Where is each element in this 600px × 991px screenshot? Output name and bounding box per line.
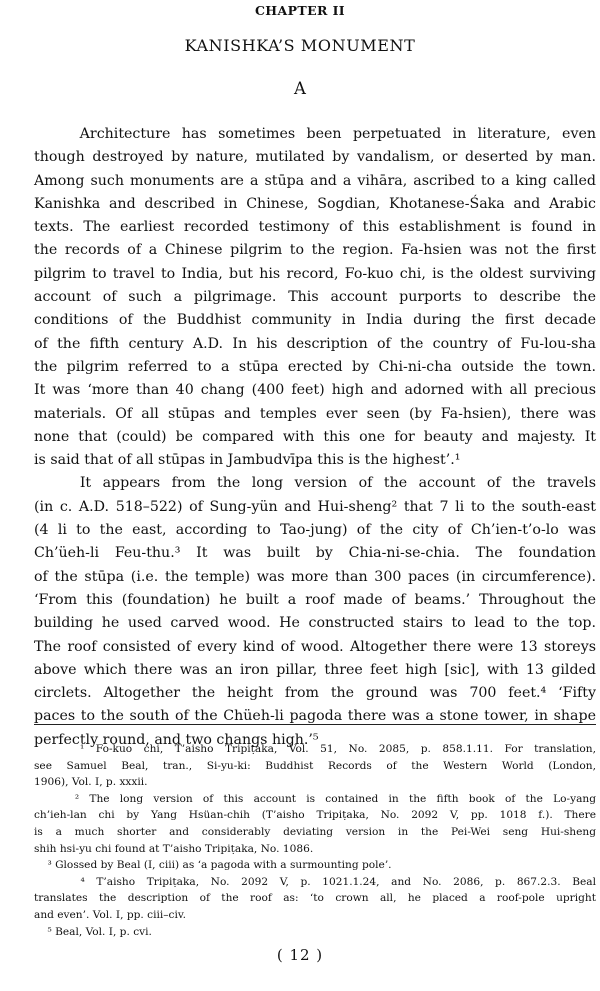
body-line: though destroyed by nature, mutilated by vandalism, or deserted by man. [34, 149, 596, 166]
footnote-line: and even’. Vol. I, pp. ciii–civ. [34, 908, 186, 921]
footnote-line: shih hsi-yu chi found at T’aisho Tripiṭaka, No. 1086. [34, 842, 314, 855]
page-number: ( 12 ) [276, 946, 324, 964]
body-text [34, 123, 596, 752]
footnote-line: ³ Glossed by Beal (I, ciii) as ‘a pagoda with a surmounting pole’. [34, 859, 392, 872]
footnote-line: ¹ Fo-kuo chi, T’aisho Tripiṭaka, Vol. 51, No. 2085, p. 858.1.11. For translation, [34, 743, 596, 755]
body-line: pilgrim to travel to India, but his record, Fo-kuo chi, is the oldest surviving [34, 265, 596, 282]
body-line: of the stūpa (i.e. the temple) was more than 300 paces (in circumference). [34, 568, 596, 585]
body-line: It appears from the long version of the account of the travels [34, 475, 596, 492]
body-line: building he used carved wood. He constructed stairs to lead to the top. [34, 615, 596, 632]
body-line: texts. The earliest recorded testimony of this establishment is found in [34, 219, 596, 236]
footnote-line: ⁴ T’aisho Tripiṭaka, No. 2092 V, p. 1021.1.24, and No. 2086, p. 867.2.3. Beal [34, 875, 596, 888]
footnote-line: ² The long version of this account is contained in the fifth book of the Lo-yang [34, 792, 596, 805]
body-line: perfectly round, and two changs high.’⁵ [34, 731, 319, 748]
body-line: above which there was an iron pillar, three feet high [sic], with 13 gilded [34, 661, 596, 678]
body-line: the pilgrim referred to a stūpa erected by Chi-ni-cha outside the town. [34, 358, 596, 375]
chapter-title: KANISHKA’S MONUMENT [184, 36, 416, 55]
body-line: Architecture has sometimes been perpetuated in literature, even [34, 126, 596, 142]
footnote-line: is a much shorter and considerably deviating version in the Pei-Wei seng Hui-sheng [34, 825, 596, 838]
body-line: paces to the south of the Chüeh-li pagoda there was a stone tower, in shape [34, 708, 596, 725]
footnote-rule [34, 724, 596, 725]
footnote-line: see Samuel Beal, tran., Si-yu-ki: Buddhist Records of the Western World (London, [34, 759, 596, 772]
footnote-line: 1906), Vol. I, p. xxxii. [34, 776, 148, 789]
body-line: Ch’üeh-li Feu-thu.³ It was built by Chia-ni-se-chia. The foundation [34, 545, 596, 562]
body-line: account of such a pilgrimage. This account purports to describe the [34, 289, 596, 306]
body-line: materials. Of all stūpas and temples ever seen (by Fa-hsien), there was [34, 405, 596, 422]
footnote-line: ch’ieh-lan chi by Yang Hsüan-chih (T’aisho Tripiṭaka, No. 2092 V, pp. 1018 f.). There [34, 809, 596, 822]
body-line: ‘From this (foundation) he built a roof made of beams.’ Throughout the [34, 591, 596, 608]
body-line: the records of a Chinese pilgrim to the region. Fa-hsien was not the first [34, 242, 596, 259]
body-line: is said that of all stūpas in Jambudvīpa this is the highest’.¹ [34, 452, 461, 469]
body-line: Kanishka and described in Chinese, Sogdian, Khotanese-Śaka and Arabic [34, 195, 596, 212]
body-line: circlets. Altogether the height from the ground was 700 feet.⁴ ‘Fifty [34, 685, 596, 702]
section-heading: A [294, 79, 306, 98]
body-line: The roof consisted of every kind of wood. Altogether there were 13 storeys [34, 638, 596, 655]
body-line: Among such monuments are a stūpa and a vihāra, ascribed to a king called [34, 172, 596, 189]
body-line: none that (could) be compared with this one for beauty and majesty. It [34, 428, 596, 445]
footnotes [34, 741, 596, 940]
chapter-label: CHAPTER II [254, 3, 346, 18]
body-line: (4 li to the east, according to Tao-jung) of the city of Ch’ien-t’o-lo was [34, 522, 596, 539]
body-line: of the fifth century A.D. In his description of the country of Fu-lou-sha [34, 335, 596, 352]
body-line: conditions of the Buddhist community in India during the first decade [34, 312, 596, 329]
footnote-line: translates the description of the roof as: ‘to crown all, he placed a roof-pole upright [34, 892, 596, 905]
footnote-line: ⁵ Beal, Vol. I, p. cvi. [34, 925, 152, 938]
body-line: It was ‘more than 40 chang (400 feet) high and adorned with all precious [34, 382, 596, 399]
body-line: (in c. A.D. 518–522) of Sung-yün and Hui-sheng² that 7 li to the south-east [34, 498, 596, 515]
